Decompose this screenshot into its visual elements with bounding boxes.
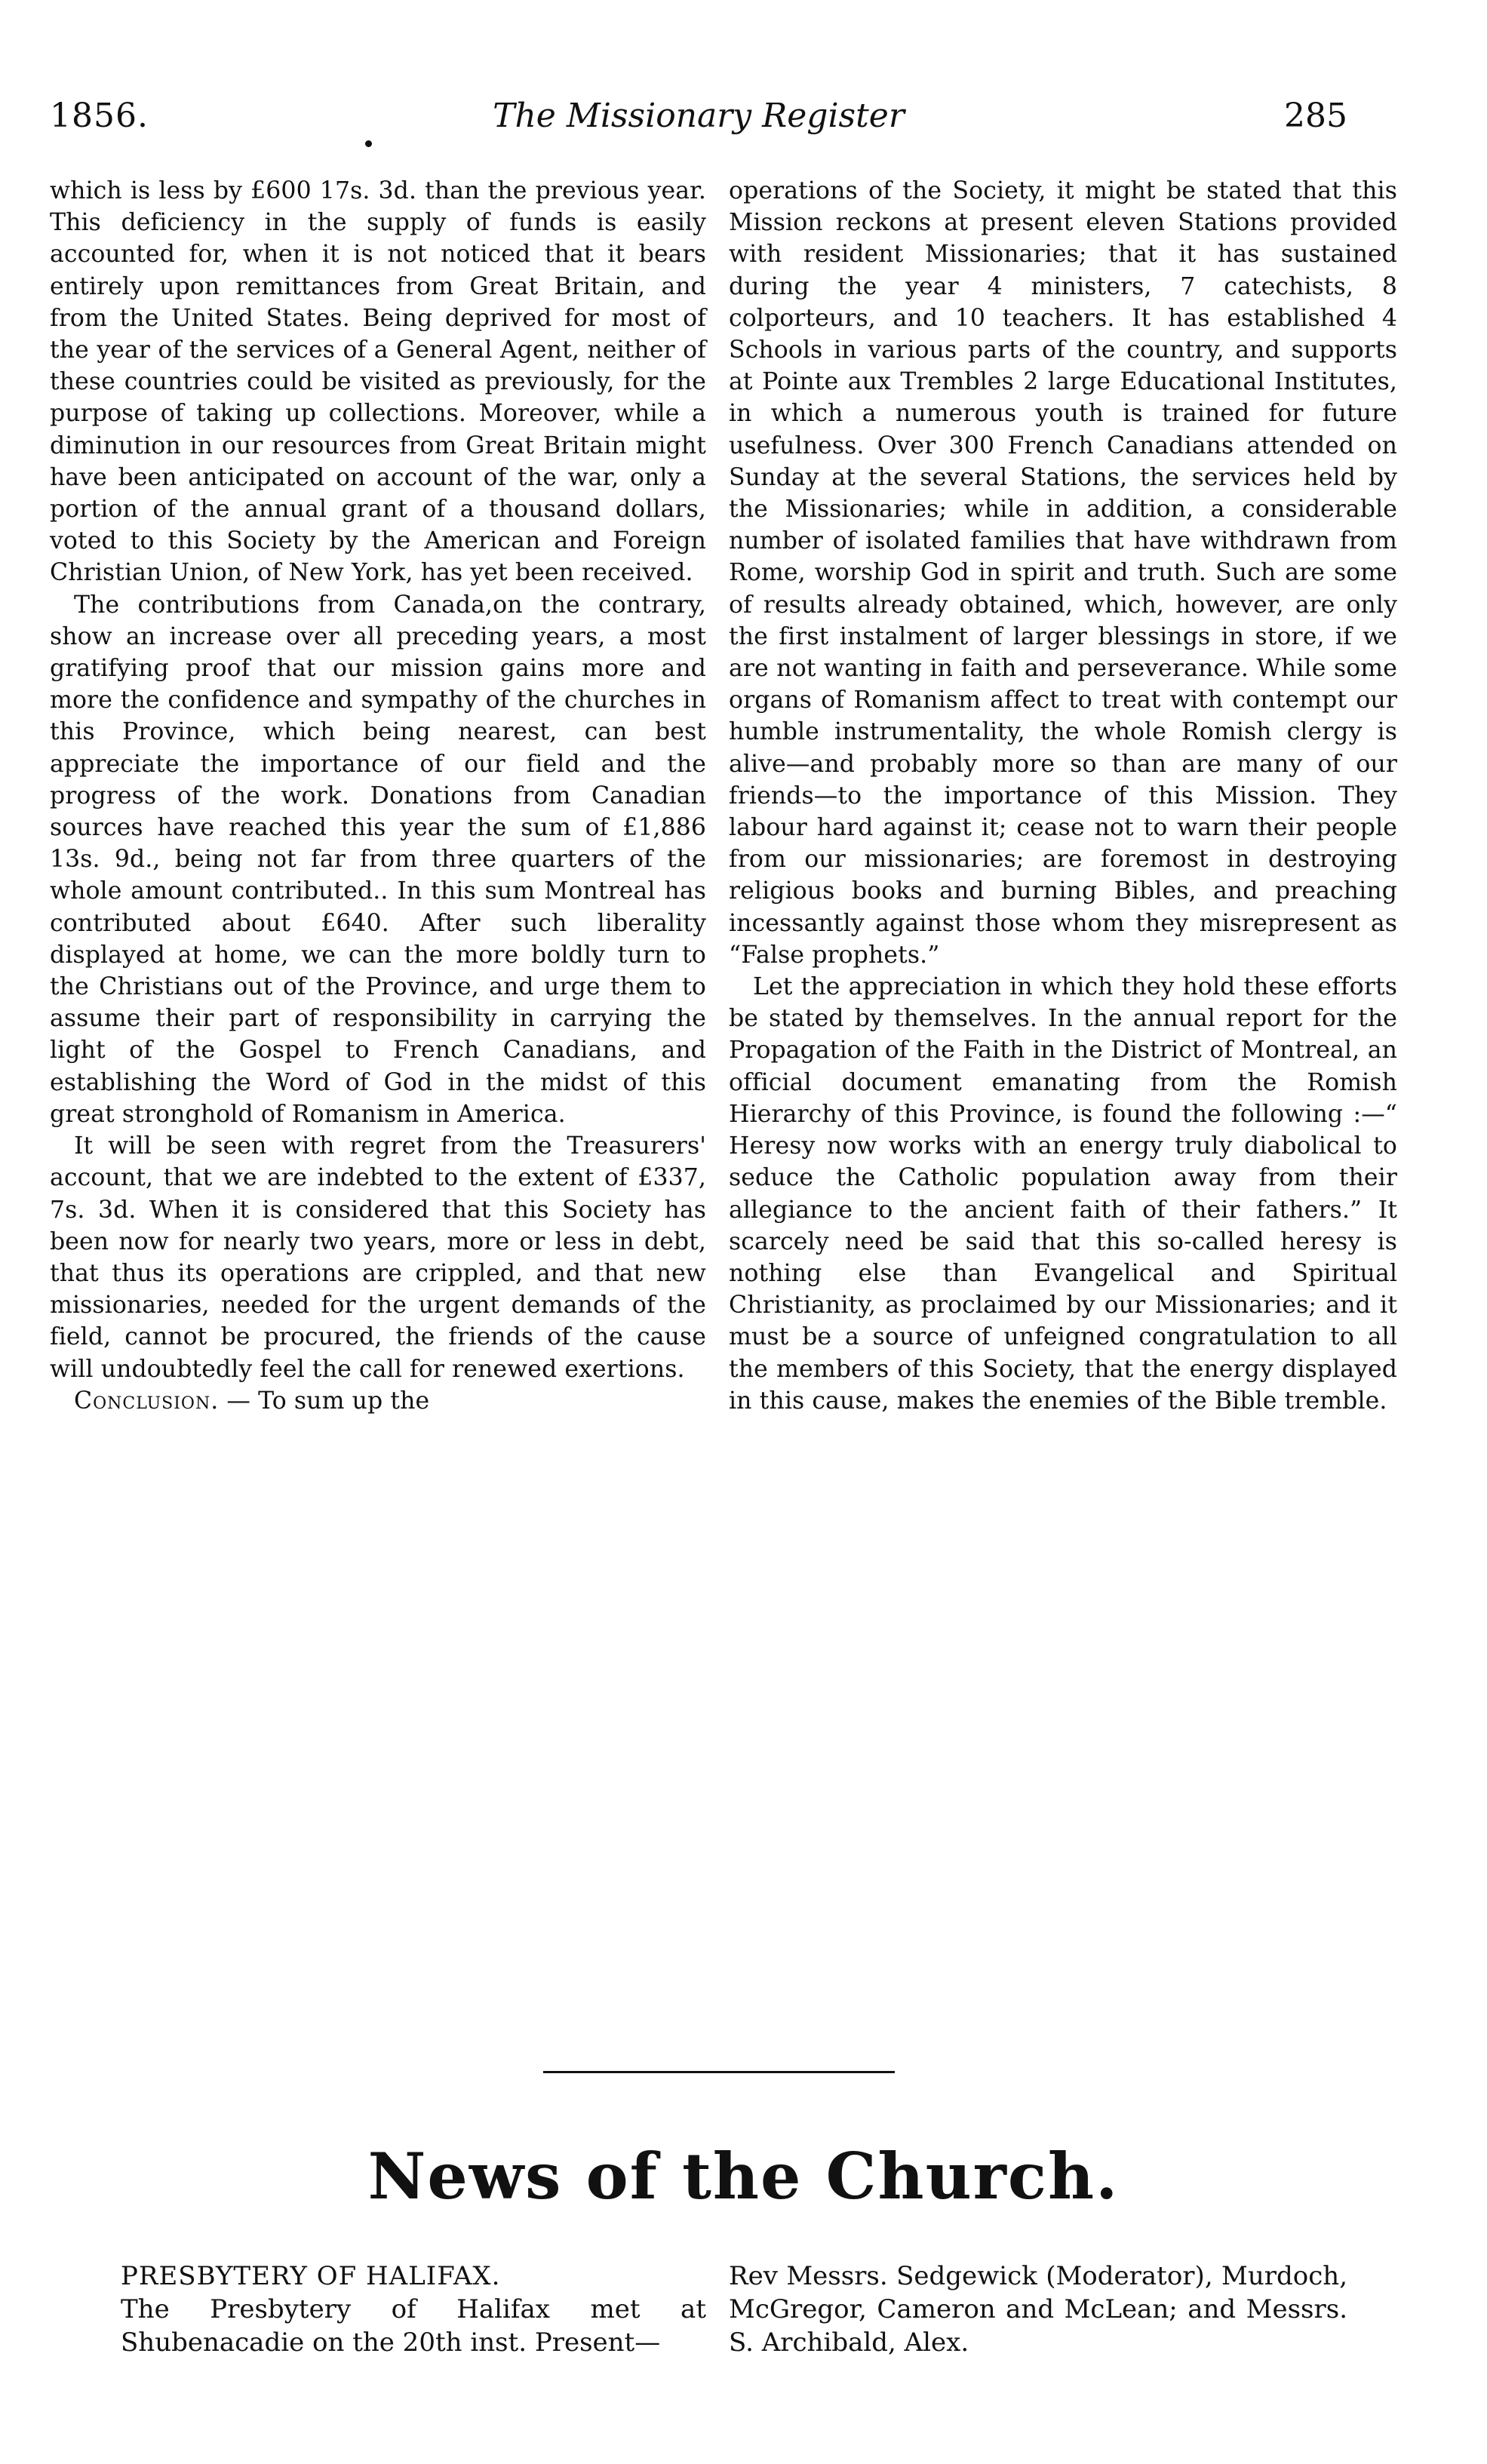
- presbytery-left-column: [121, 2260, 706, 2359]
- presbytery-right-text: Rev Messrs. Sedgewick (Moderator), Murdoch, McGregor, Cameron and McLean; and Messrs. S. Archibald, Alex.: [729, 2261, 1347, 2358]
- section-divider: [543, 2071, 895, 2073]
- header-year: 1856.: [50, 97, 149, 135]
- page-header: [50, 97, 1347, 142]
- conclusion-label: Conclusion.: [74, 1387, 220, 1415]
- left-paragraph-1: which is less by £600 17s. 3d. than the previous year. This deficiency in the supply of funds is easily accounted for, when it is not noticed that it bears entirely upon remittances from Great Britain, and from the United States. Being deprived for most of the year of the services of a General Agent, neither of these countries could be visited as previously, for the purpose of taking up collections. Moreover, while a diminution in our resources from Great Britain might have been anticipated on account of the war, only a portion of the annual grant of a thousand dollars, voted to this Society by the American and Foreign Christian Union, of New York, has yet been received.: [50, 177, 706, 587]
- left-column: [50, 175, 706, 1417]
- header-ink-dot: [365, 140, 372, 147]
- right-paragraph-1: operations of the Society, it might be stated that this Mission reckons at present eleven Stations provided with resident Missionaries; that it has sustained during the year 4 ministers, 7 catechists, 8 colporteurs, and 10 teachers. It has established 4 Schools in various parts of the country, and supports at Pointe aux Trembles 2 large Educational Institutes, in which a numerous youth is trained for future usefulness. Over 300 French Canadians attended on Sunday at the several Stations, the services held by the Missionaries; while in addition, a considerable number of isolated families that have withdrawn from Rome, worship God in spirit and truth. Such are some of results already obtained, which, however, are only the first instalment of larger blessings in store, if we are not wanting in faith and perseverance. While some organs of Romanism affect to treat with contempt our humble instrumentality, the whole Romish clergy is alive—and probably more so than are many of our friends—to the importance of this Mission. They labour hard against it; cease not to warn their people from our missionaries; are foremost in destroying religious books and burning Bibles, and preaching incessantly against those whom they misrepresent as “False prophets.”: [729, 177, 1397, 969]
- header-journal-title: The Missionary Register: [493, 97, 905, 135]
- right-column: [729, 175, 1397, 1417]
- left-paragraph-2: The contributions from Canada,on the contrary, show an increase over all preceding years, a most gratifying proof that our mission gains more and more the confidence and sympathy of the churches in this Province, which being nearest, can best appreciate the importance of our field and the progress of the work. Donations from Canadian sources have reached this year the sum of £1,886 13s. 9d., being not far from three quarters of the whole amount contributed.. In this sum Montreal has contributed about £640. After such liberality displayed at home, we can the more boldly turn to the Christians out of the Province, and urge them to assume their part of responsibility in carrying the light of the Gospel to French Canadians, and establishing the Word of God in the midst of this great stronghold of Romanism in America.: [50, 591, 706, 1128]
- presbytery-right-column: [729, 2260, 1347, 2359]
- right-paragraph-2: Let the appreciation in which they hold these efforts be stated by themselves. In the annual report for the Propagation of the Faith in the District of Montreal, an official document emanating from the Romish Hierarchy of this Province, is found the following :—“ Heresy now works with an energy truly diabolical to seduce the Catholic population away from their allegiance to the ancient faith of their fathers.” It scarcely need be said that this so-called heresy is nothing else than Evangelical and Spiritual Christianity, as proclaimed by our Missionaries; and it must be a source of unfeigned congratulation to all the members of this Society, that the energy displayed in this cause, makes the enemies of the Bible tremble.: [729, 973, 1397, 1415]
- conclusion-paragraph: [50, 1385, 706, 1417]
- section-title: News of the Church.: [367, 2139, 1120, 2214]
- presbytery-left-text: The Presbytery of Halifax met at Shubenacadie on the 20th inst. Present—: [121, 2294, 706, 2358]
- presbytery-heading: PRESBYTERY OF HALIFAX.: [121, 2261, 501, 2291]
- header-page-number: 285: [1284, 97, 1347, 135]
- conclusion-text: — To sum up the: [226, 1387, 430, 1415]
- left-paragraph-3: It will be seen with regret from the Treasurers' account, that we are indebted to the extent of £337, 7s. 3d. When it is considered that this Society has been now for nearly two years, more or less in debt, that thus its operations are crippled, and that new missionaries, needed for the urgent demands of the field, cannot be procured, the friends of the cause will undoubtedly feel the call for renewed exertions.: [50, 1132, 706, 1383]
